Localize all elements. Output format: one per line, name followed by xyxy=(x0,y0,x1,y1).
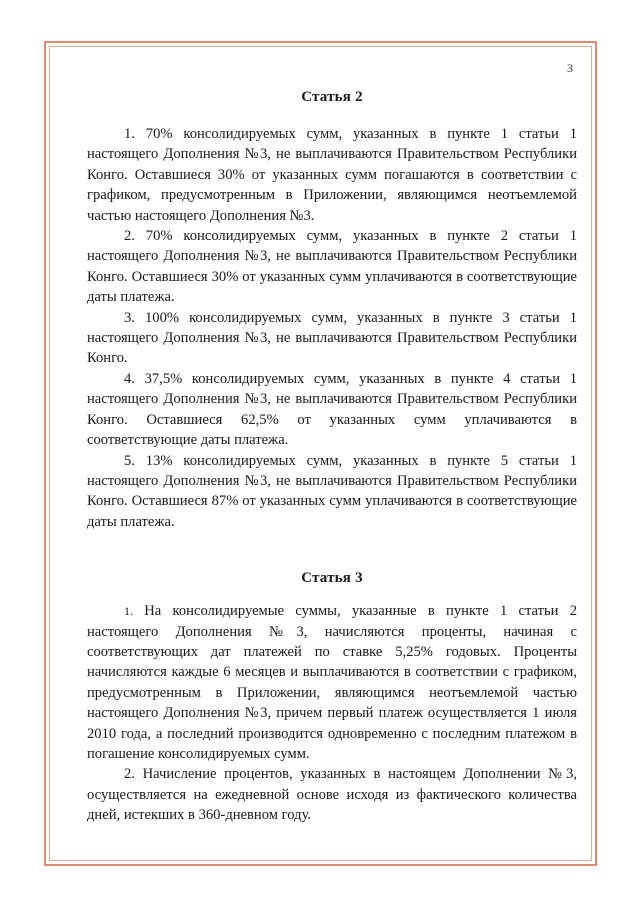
article-3-paragraph-1-text: На консолидируемые суммы, указанные в пункте 1 статьи 2 настоящего Дополнения №3, начисляются проценты, начиная с соответствующих дат платежей по ставке 5,25% годовых. Проценты начисляются каждые 6 месяцев и выплачиваются в соответствии с графиком, предусмотренным в Приложении, являющимся неотъемлемой частью настоящего Дополнения №3, причем первый платеж осуществляется 1 июля 2010 года, а последний производится одновременно с последним платежом в погашение консолидируемых сумм. xyxy=(87,603,577,762)
article-2-paragraph-5: 5. 13% консолидируемых сумм, указанных в пункте 5 статьи 1 настоящего Дополнения №3, не выплачиваются Правительством Республики Конго. Оставшиеся 87% от указанных сумм уплачиваются в соответствующие даты платежа. xyxy=(87,452,577,530)
article-3-paragraph-1 xyxy=(87,601,577,764)
document-body xyxy=(87,89,577,826)
article-3-title: Статья 3 xyxy=(301,570,363,587)
article-2-paragraph-1: 1. 70% консолидируемых сумм, указанных в пункте 1 статьи 1 настоящего Дополнения №3, не выплачиваются Правительством Республики Конго. Оставшиеся 30% от указанных сумм погашаются в соответствии с графиком, предусмотренным в Приложении, являющимся неотъемлемой частью настоящего Дополнения №3. xyxy=(87,126,577,224)
article-2-title: Статья 2 xyxy=(301,89,363,105)
article-2-paragraph-2: 2. 70% консолидируемых сумм, указанных в пункте 2 статьи 1 настоящего Дополнения №3, не выплачиваются Правительством Республики Конго. Оставшиеся 30% от указанных сумм уплачиваются в соответствующие даты платежа. xyxy=(87,228,577,306)
article-2-paragraph-4: 4. 37,5% консолидируемых сумм, указанных в пункте 4 статьи 1 настоящего Дополнения №3, не выплачиваются Правительством Республики Конго. Оставшиеся 62,5% от указанных сумм уплачиваются в соответствующие даты платежа. xyxy=(87,370,577,449)
article-2-paragraph-3: 3. 100% консолидируемых сумм, указанных в пункте 3 статьи 1 настоящего Дополнения №3, не выплачиваются Правительством Республики Конго. xyxy=(87,309,577,367)
page-number: 3 xyxy=(567,61,573,75)
article-3-paragraph-1-number: 1. xyxy=(124,604,133,619)
article-3-paragraph-2: 2. Начисление процентов, указанных в настоящем Дополнении №3, осуществляется на ежедневной основе исходя из фактического количества дней, истекших в 360-дневном году. xyxy=(87,766,577,824)
